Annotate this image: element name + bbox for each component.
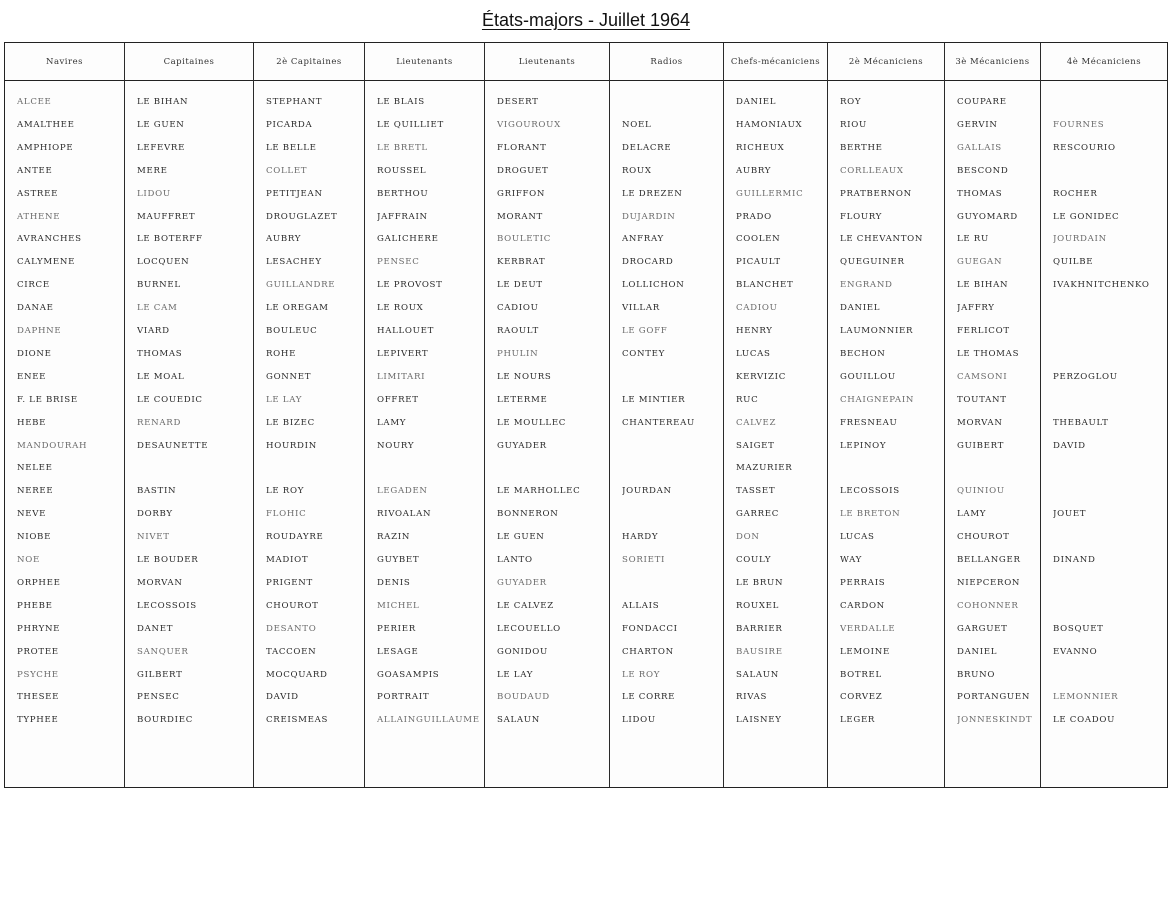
- ship-name: PHEBE: [17, 600, 53, 611]
- crew-name: PORTRAIT: [377, 692, 430, 703]
- crew-name: SAIGET: [736, 440, 775, 451]
- ship-name: F. LE BRISE: [17, 394, 78, 405]
- crew-name: DINAND: [1053, 555, 1096, 565]
- crew-name: LAMY: [377, 417, 407, 428]
- crew-name: LE BRETON: [840, 509, 901, 520]
- crew-name: LEGER: [840, 715, 876, 726]
- crew-name: QUILBE: [1053, 257, 1094, 268]
- crew-name: DESANTO: [266, 623, 317, 634]
- crew-name: LUCAS: [736, 348, 771, 359]
- crew-name: TACCOEN: [266, 646, 317, 657]
- crew-name: LOLLICHON: [622, 280, 685, 291]
- ship-name: NELEE: [17, 463, 53, 474]
- ship-name: AMALTHEE: [17, 119, 75, 130]
- crew-name: RAZIN: [377, 532, 411, 543]
- crew-name: SANQUER: [137, 646, 189, 657]
- crew-name: PERZOGLOU: [1053, 371, 1118, 382]
- crew-name: FRESNEAU: [840, 417, 898, 428]
- ship-name: MANDOURAH: [17, 440, 88, 451]
- crew-name: DANET: [137, 623, 174, 634]
- column-chefs-mecaniciens-6: [724, 43, 828, 787]
- crew-name: JAFFRAIN: [377, 211, 428, 222]
- crew-name: LE QUILLIET: [377, 119, 444, 130]
- crew-name: LECOSSOIS: [840, 486, 900, 497]
- crew-name: LE BOTERFF: [137, 234, 203, 245]
- crew-name: LE CORRE: [622, 692, 676, 703]
- crew-name: LE GUEN: [497, 532, 545, 543]
- crew-name: LE BELLE: [266, 142, 317, 153]
- crew-name: LEGADEN: [377, 486, 428, 497]
- crew-name: VIGOUROUX: [497, 119, 561, 130]
- crew-name: ROUDAYRE: [266, 532, 324, 543]
- crew-name: BONNERON: [497, 509, 559, 520]
- ship-name: PHRYNE: [17, 623, 61, 634]
- column-header: 4è Mécaniciens: [1041, 43, 1167, 81]
- column-header: 2è Mécaniciens: [828, 43, 944, 81]
- crew-name: LE BIHAN: [137, 97, 189, 107]
- column-header: Chefs-mécaniciens: [724, 43, 827, 81]
- crew-name: MORVAN: [957, 417, 1003, 428]
- crew-name: THOMAS: [957, 188, 1003, 199]
- page-title: États-majors - Juillet 1964: [481, 10, 691, 30]
- crew-name: LE ROY: [622, 669, 661, 680]
- crew-name: LANTO: [497, 555, 533, 565]
- ship-name: AMPHIOPE: [17, 142, 74, 153]
- crew-table: [4, 42, 1168, 788]
- crew-name: CHOUROT: [957, 532, 1010, 543]
- crew-name: DELACRE: [622, 142, 672, 153]
- crew-name: SALAUN: [497, 715, 540, 726]
- crew-name: GUYOMARD: [957, 211, 1018, 222]
- crew-name: GALLAIS: [957, 142, 1002, 153]
- crew-name: GERVIN: [957, 119, 998, 130]
- crew-name: LIMITARI: [377, 371, 426, 382]
- crew-name: FONDACCI: [622, 623, 678, 634]
- crew-name: DANIEL: [736, 97, 777, 107]
- crew-name: LE CHEVANTON: [840, 234, 924, 245]
- crew-name: GUYBET: [377, 555, 420, 565]
- crew-name: DORBY: [137, 509, 173, 520]
- crew-name: MICHEL: [377, 600, 420, 611]
- crew-name: MORVAN: [137, 577, 183, 588]
- crew-name: GALICHERE: [377, 234, 439, 245]
- crew-name: IVAKHNITCHENKO: [1053, 280, 1150, 291]
- crew-name: COULY: [736, 555, 772, 565]
- crew-name: CHANTEREAU: [622, 417, 695, 428]
- crew-name: LE GONIDEC: [1053, 211, 1120, 222]
- crew-name: VIARD: [137, 326, 170, 336]
- crew-name: HAMONIAUX: [736, 119, 803, 130]
- crew-name: LEPIVERT: [377, 348, 429, 359]
- crew-name: PENSEC: [377, 257, 420, 268]
- crew-name: AUBRY: [266, 234, 302, 245]
- crew-name: ENGRAND: [840, 280, 893, 291]
- crew-name: RIVOALAN: [377, 509, 432, 520]
- crew-name: LE COUEDIC: [137, 394, 203, 405]
- crew-name: LAUMONNIER: [840, 326, 914, 336]
- crew-name: PHULIN: [497, 348, 539, 359]
- column-header: Capitaines: [125, 43, 253, 81]
- crew-name: PRATBERNON: [840, 188, 912, 199]
- crew-name: GRIFFON: [497, 188, 546, 199]
- crew-name: GARREC: [736, 509, 780, 520]
- crew-name: LE MOULLEC: [497, 417, 567, 428]
- crew-name: MADIOT: [266, 555, 309, 565]
- crew-name: QUINIOU: [957, 486, 1005, 497]
- crew-name: KERBRAT: [497, 257, 546, 268]
- crew-name: LE BRETL: [377, 142, 428, 153]
- crew-name: HOURDIN: [266, 440, 317, 451]
- crew-name: LE CAM: [137, 303, 178, 314]
- crew-name: MOCQUARD: [266, 669, 328, 680]
- crew-name: ALLAIS: [622, 600, 660, 611]
- crew-name: DESAUNETTE: [137, 440, 209, 451]
- crew-name: HALLOUET: [377, 326, 435, 336]
- crew-name: LE DREZEN: [622, 188, 683, 199]
- crew-name: RUC: [736, 394, 759, 405]
- crew-name: JONNESKINDT: [957, 715, 1033, 726]
- crew-name: CARDON: [840, 600, 885, 611]
- crew-name: SALAUN: [736, 669, 779, 680]
- crew-name: GONNET: [266, 371, 312, 382]
- ship-name: NIOBE: [17, 532, 52, 543]
- crew-name: LUCAS: [840, 532, 875, 543]
- crew-name: MAUFFRET: [137, 211, 196, 222]
- column-header: 3è Mécaniciens: [945, 43, 1040, 81]
- crew-name: RIVAS: [736, 692, 768, 703]
- crew-name: LESACHEY: [266, 257, 322, 268]
- crew-name: KERVIZIC: [736, 371, 786, 382]
- ship-name: CALYMENE: [17, 257, 76, 268]
- crew-name: LE MOAL: [137, 371, 185, 382]
- crew-name: LE LAY: [497, 669, 534, 680]
- ship-name: ORPHEE: [17, 577, 61, 588]
- crew-name: PRIGENT: [266, 577, 313, 588]
- crew-name: LEMOINE: [840, 646, 890, 657]
- crew-name: GUEGAN: [957, 257, 1003, 268]
- crew-name: BECHON: [840, 348, 886, 359]
- ship-name: NOE: [17, 555, 40, 565]
- crew-name: COHONNER: [957, 600, 1019, 611]
- crew-name: MERE: [137, 165, 168, 176]
- crew-name: CAMSONI: [957, 371, 1008, 382]
- crew-name: THEBAULT: [1053, 417, 1109, 428]
- ship-name: ANTEE: [17, 165, 53, 176]
- column-3e-mecaniciens-8: [945, 43, 1041, 787]
- column-header: 2è Capitaines: [254, 43, 364, 81]
- crew-name: BURNEL: [137, 280, 181, 291]
- crew-name: CADIOU: [497, 303, 539, 314]
- crew-name: STEPHANT: [266, 97, 323, 107]
- crew-name: BOULETIC: [497, 234, 552, 245]
- crew-name: GUILLANDRE: [266, 280, 336, 291]
- ship-name: ALCEE: [17, 97, 52, 107]
- crew-name: LE BRUN: [736, 577, 784, 588]
- crew-name: DROUGLAZET: [266, 211, 338, 222]
- crew-name: BOTREL: [840, 669, 882, 680]
- crew-name: LECOUELLO: [497, 623, 561, 634]
- column-header: Radios: [610, 43, 723, 81]
- crew-name: JOURDAN: [622, 486, 672, 497]
- crew-name: LE ROY: [266, 486, 305, 497]
- crew-name: CHOUROT: [266, 600, 319, 611]
- crew-name: LE DEUT: [497, 280, 543, 291]
- crew-name: NOEL: [622, 119, 652, 130]
- crew-name: ALLAINGUILLAUME: [377, 715, 480, 726]
- crew-name: BRUNO: [957, 669, 996, 680]
- crew-name: ROY: [840, 97, 862, 107]
- crew-name: LE GOFF: [622, 326, 668, 336]
- crew-name: ROCHER: [1053, 188, 1098, 199]
- column-2e-capitaines-2: [254, 43, 365, 787]
- ship-name: ATHENE: [17, 211, 61, 222]
- crew-name: LECOSSOIS: [137, 600, 197, 611]
- crew-name: FOURNES: [1053, 119, 1105, 130]
- crew-name: LE MINTIER: [622, 394, 686, 405]
- column-lieutenants-4: [485, 43, 610, 787]
- crew-name: ROHE: [266, 348, 297, 359]
- crew-name: LE OREGAM: [266, 303, 329, 314]
- crew-name: CALVEZ: [736, 417, 777, 428]
- ship-name: TYPHEE: [17, 715, 59, 726]
- crew-name: ROUXEL: [736, 600, 780, 611]
- crew-name: RIOU: [840, 119, 867, 130]
- crew-name: FLOHIC: [266, 509, 307, 520]
- ship-name: CIRCE: [17, 280, 50, 291]
- crew-name: CORLLEAUX: [840, 165, 904, 176]
- crew-name: LE BIHAN: [957, 280, 1009, 291]
- crew-name: DANIEL: [840, 303, 881, 314]
- crew-name: BOULEUC: [266, 326, 318, 336]
- crew-name: GUYADER: [497, 440, 547, 451]
- ship-name: PSYCHE: [17, 669, 59, 680]
- crew-name: GONIDOU: [497, 646, 548, 657]
- crew-name: GUILLERMIC: [736, 188, 804, 199]
- crew-name: BOURDIEC: [137, 715, 193, 726]
- crew-name: LE MARHOLLEC: [497, 486, 581, 497]
- ship-name: ENEE: [17, 371, 47, 382]
- crew-name: LESAGE: [377, 646, 419, 657]
- crew-name: JAFFRY: [957, 303, 995, 314]
- crew-name: BESCOND: [957, 165, 1009, 176]
- ship-name: NEREE: [17, 486, 54, 497]
- crew-name: RICHEUX: [736, 142, 785, 153]
- ship-name: THESEE: [17, 692, 60, 703]
- crew-name: CORVEZ: [840, 692, 883, 703]
- ship-name: DANAE: [17, 303, 54, 314]
- crew-name: MORANT: [497, 211, 543, 222]
- crew-name: LIDOU: [137, 188, 171, 199]
- crew-name: LE BIZEC: [266, 417, 315, 428]
- crew-name: GOUILLOU: [840, 371, 896, 382]
- crew-name: NOURY: [377, 440, 415, 451]
- crew-name: FLOURY: [840, 211, 883, 222]
- crew-name: LETERME: [497, 394, 548, 405]
- crew-name: LEPINOY: [840, 440, 887, 451]
- crew-name: LE NOURS: [497, 371, 552, 382]
- crew-name: DAVID: [1053, 440, 1086, 451]
- crew-name: QUEGUINER: [840, 257, 905, 268]
- crew-name: JOUET: [1053, 509, 1087, 520]
- column-radios-5: [610, 43, 724, 787]
- crew-name: LOCQUEN: [137, 257, 190, 268]
- crew-name: LE THOMAS: [957, 348, 1020, 359]
- ship-name: NEVE: [17, 509, 47, 520]
- crew-name: LEMONNIER: [1053, 692, 1119, 703]
- crew-name: WAY: [840, 555, 863, 565]
- crew-name: GILBERT: [137, 669, 183, 680]
- ship-name: DAPHNE: [17, 326, 62, 336]
- ship-name: DIONE: [17, 348, 52, 359]
- crew-name: LE CALVEZ: [497, 600, 554, 611]
- crew-name: RENARD: [137, 417, 182, 428]
- crew-name: BOSQUET: [1053, 623, 1104, 634]
- crew-name: VERDALLE: [840, 623, 896, 634]
- crew-name: NIVET: [137, 532, 170, 543]
- crew-name: DENIS: [377, 577, 411, 588]
- crew-name: HENRY: [736, 326, 773, 336]
- crew-name: JOURDAIN: [1053, 234, 1107, 245]
- ship-name: HEBE: [17, 417, 47, 428]
- crew-name: LE BLAIS: [377, 97, 425, 107]
- crew-name: ROUX: [622, 165, 652, 176]
- ship-name: PROTEE: [17, 646, 59, 657]
- crew-name: PICARDA: [266, 119, 313, 130]
- crew-name: GARGUET: [957, 623, 1008, 634]
- crew-name: LE ROUX: [377, 303, 424, 314]
- crew-name: EVANNO: [1053, 646, 1098, 657]
- crew-name: COUPARE: [957, 97, 1007, 107]
- crew-name: RAOULT: [497, 326, 539, 336]
- crew-name: GUYADER: [497, 577, 547, 588]
- crew-name: BERTHE: [840, 142, 883, 153]
- column-header: Navires: [5, 43, 124, 81]
- crew-name: BARRIER: [736, 623, 783, 634]
- column-navires-0: [5, 43, 125, 787]
- crew-name: LE RU: [957, 234, 989, 245]
- crew-name: PICAULT: [736, 257, 781, 268]
- crew-name: FERLICOT: [957, 326, 1010, 336]
- crew-name: VILLAR: [622, 303, 660, 314]
- crew-name: GOASAMPIS: [377, 669, 440, 680]
- crew-name: DUJARDIN: [622, 211, 676, 222]
- crew-name: COLLET: [266, 165, 308, 176]
- crew-name: CHAIGNEPAIN: [840, 394, 915, 405]
- crew-name: LAMY: [957, 509, 987, 520]
- crew-name: DON: [736, 532, 760, 543]
- column-capitaines-1: [125, 43, 254, 787]
- crew-name: PRADO: [736, 211, 772, 222]
- crew-name: DESERT: [497, 97, 539, 107]
- crew-name: BELLANGER: [957, 555, 1021, 565]
- crew-name: HARDY: [622, 532, 659, 543]
- crew-name: LE PROVOST: [377, 280, 443, 291]
- crew-name: PORTANGUEN: [957, 692, 1031, 703]
- crew-name: CADIOU: [736, 303, 778, 314]
- crew-name: DANIEL: [957, 646, 998, 657]
- crew-name: ANFRAY: [622, 234, 664, 245]
- crew-name: DAVID: [266, 692, 299, 703]
- crew-name: LEFEVRE: [137, 142, 186, 153]
- crew-name: CONTEY: [622, 348, 666, 359]
- crew-name: GUIBERT: [957, 440, 1005, 451]
- column-header: Lieutenants: [365, 43, 484, 81]
- crew-name: TASSET: [736, 486, 776, 497]
- ship-name: AVRANCHES: [17, 234, 82, 245]
- column-4e-mecaniciens-9: [1041, 43, 1167, 787]
- crew-name: DROCARD: [622, 257, 674, 268]
- column-2e-mecaniciens-7: [828, 43, 945, 787]
- crew-name: RESCOURIO: [1053, 142, 1116, 153]
- crew-name: BAUSIRE: [736, 646, 783, 657]
- crew-name: FLORANT: [497, 142, 547, 153]
- crew-name: THOMAS: [137, 348, 183, 359]
- crew-name: BERTHOU: [377, 188, 429, 199]
- crew-name: CHARTON: [622, 646, 674, 657]
- crew-name: PERRAIS: [840, 577, 886, 588]
- crew-name: PETITJEAN: [266, 188, 323, 199]
- crew-name: CREISMEAS: [266, 715, 329, 726]
- column-header: Lieutenants: [485, 43, 609, 81]
- crew-name: NIEPCERON: [957, 577, 1021, 588]
- crew-name: LAISNEY: [736, 715, 782, 726]
- crew-name: TOUTANT: [957, 394, 1007, 405]
- crew-name: COOLEN: [736, 234, 781, 245]
- crew-name: LE BOUDER: [137, 555, 199, 565]
- crew-name: LE GUEN: [137, 119, 185, 130]
- crew-name: DROGUET: [497, 165, 549, 176]
- crew-name: AUBRY: [736, 165, 772, 176]
- column-lieutenants-3: [365, 43, 485, 787]
- crew-name: BASTIN: [137, 486, 177, 497]
- crew-name: SORIETI: [622, 555, 666, 565]
- crew-name: ROUSSEL: [377, 165, 427, 176]
- crew-name: LIDOU: [622, 715, 656, 726]
- crew-name: BLANCHET: [736, 280, 794, 291]
- crew-name: LE LAY: [266, 394, 303, 405]
- crew-name: MAZURIER: [736, 463, 793, 474]
- crew-name: BOUDAUD: [497, 692, 550, 703]
- crew-name: PENSEC: [137, 692, 180, 703]
- crew-name: LE COADOU: [1053, 715, 1116, 726]
- crew-name: OFFRET: [377, 394, 419, 405]
- crew-name: PERIER: [377, 623, 416, 634]
- ship-name: ASTREE: [17, 188, 59, 199]
